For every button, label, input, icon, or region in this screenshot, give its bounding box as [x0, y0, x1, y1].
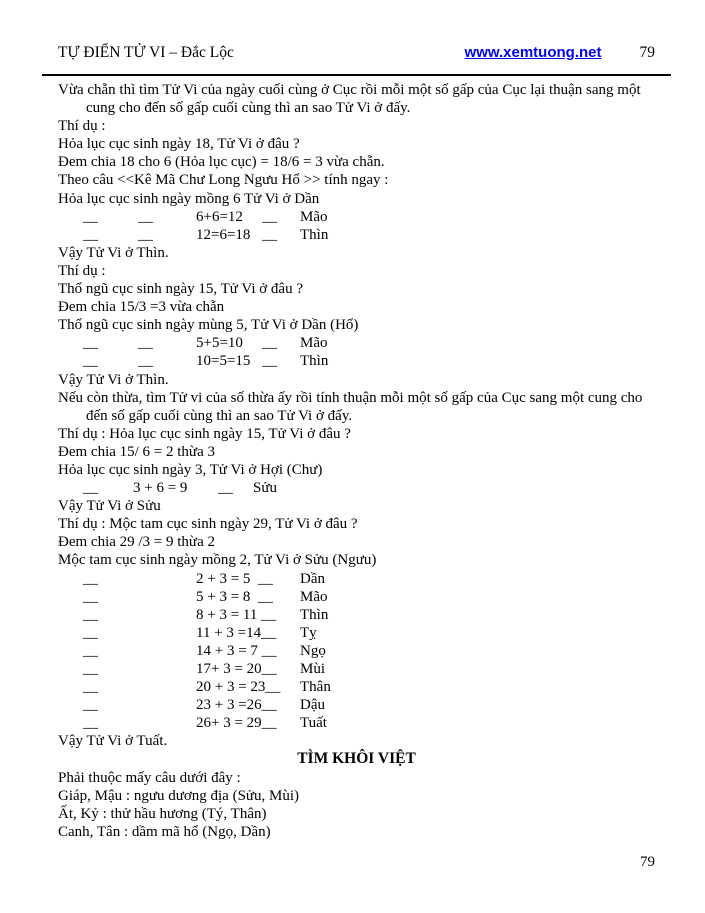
blank-dash: __ [83, 642, 98, 659]
calc-formula: 12=6=18 [196, 226, 251, 243]
page-header [58, 44, 655, 62]
blank-dash: __ [262, 353, 277, 370]
calc-row [58, 714, 655, 732]
zodiac-label: Thìn [300, 353, 329, 370]
zodiac-label: Dậu [300, 697, 325, 714]
paragraph-line: đến số gấp cuối cùng thì an sao Tử Vi ở đấy. [86, 407, 353, 424]
document-body [58, 81, 655, 841]
calc-row [58, 588, 655, 606]
calc-row [58, 606, 655, 624]
blank-dash: __ [83, 480, 98, 497]
calc-formula: 17+ 3 = 20__ [196, 661, 277, 677]
calc-formula: 5+5=10 [196, 335, 243, 352]
blank-dash: __ [262, 208, 277, 225]
paragraph-line: Đem chia 15/ 6 = 2 thừa 3 [58, 443, 215, 460]
paragraph-line: Mộc tam cục sinh ngày mồng 2, Tử Vi ở Sửu (Ngưu) [58, 552, 377, 569]
calc-formula: 6+6=12 [196, 208, 243, 225]
blank-dash: __ [138, 335, 153, 352]
document-title: TỰ ĐIỂN TỬ VI – Đắc Lộc [58, 44, 234, 61]
paragraph-line: Vậy Tử Vi ở Tuất. [58, 733, 168, 750]
paragraph-line: Vậy Tử Vi ở Sửu [58, 498, 161, 515]
blank-dash: __ [83, 661, 98, 677]
blank-dash: __ [83, 226, 98, 243]
calc-formula: 23 + 3 =26__ [196, 697, 277, 714]
calc-row [58, 226, 655, 244]
blank-dash: __ [83, 697, 98, 714]
blank-dash: __ [83, 570, 98, 587]
zodiac-label: Sửu [253, 480, 277, 497]
paragraph-line: Vừa chẵn thì tìm Tử Vi của ngày cuối cùng ở Cục rồi mỗi một số gấp của Cục lại thuận sang một [58, 82, 641, 98]
zodiac-label: Thìn [300, 606, 329, 623]
paragraph-line: Nếu còn thừa, tìm Tử vi của số thừa ấy rồi tính thuận mỗi một số gấp của Cục sang một cung cho [58, 389, 643, 406]
calc-formula: 11 + 3 =14__ [196, 624, 277, 641]
paragraph-line: Đem chia 15/3 =3 vừa chẵn [58, 299, 225, 316]
blank-dash: __ [83, 588, 98, 605]
zodiac-label: Tuất [300, 715, 327, 732]
blank-dash: __ [83, 335, 98, 352]
calc-row [58, 624, 655, 642]
calc-row [58, 570, 655, 588]
zodiac-label: Mùi [300, 661, 326, 677]
footer-page-number: 79 [640, 854, 655, 870]
blank-dash: __ [138, 208, 153, 225]
paragraph-line: Thí dụ : [58, 262, 106, 279]
blank-dash: __ [138, 226, 153, 243]
calc-row [58, 696, 655, 714]
paragraph-line: Vậy Tử Vi ở Thìn. [58, 244, 169, 261]
calc-formula: 8 + 3 = 11 __ [196, 606, 277, 623]
blank-dash: __ [83, 208, 98, 225]
blank-dash: __ [218, 480, 233, 497]
paragraph-line: Vậy Tử Vi ở Thìn. [58, 371, 169, 388]
paragraph-line: Canh, Tân : dầm mã hổ (Ngọ, Dần) [58, 823, 271, 840]
paragraph-line: cung cho đến số gấp cuối cùng thì an sao Tử Vi ở đấy. [86, 100, 411, 117]
calc-row [58, 479, 655, 497]
calc-row [58, 334, 655, 352]
paragraph-line: Đem chia 29 /3 = 9 thừa 2 [58, 534, 215, 551]
paragraph-line: Giáp, Mậu : ngưu dương địa (Sửu, Mùi) [58, 787, 300, 804]
zodiac-label: Dần [300, 570, 325, 587]
zodiac-label: Thìn [300, 226, 329, 243]
calc-formula: 10=5=15 [196, 353, 251, 370]
blank-dash: __ [262, 226, 277, 243]
zodiac-label: Mão [300, 588, 328, 605]
blank-dash: __ [83, 606, 98, 623]
blank-dash: __ [83, 624, 98, 641]
header-divider [42, 74, 671, 76]
zodiac-label: Thân [300, 679, 331, 696]
paragraph-line: Đem chia 18 cho 6 (Hỏa lục cục) = 18/6 = 3 vừa chẵn. [58, 154, 385, 171]
paragraph-line: Thổ ngũ cục sinh ngày 15, Tử Vi ở đâu ? [58, 281, 303, 298]
paragraph-line: Hỏa lục cục sinh ngày 3, Tử Vi ở Hợi (Chư) [58, 461, 323, 478]
section-heading: TÌM KHÔI VIỆT [297, 750, 416, 768]
paragraph-line: Thí dụ : Hỏa lục cục sinh ngày 15, Tử Vi ở đâu ? [58, 425, 351, 442]
header-page-number: 79 [639, 44, 655, 61]
calc-formula: 20 + 3 = 23__ [196, 679, 281, 696]
paragraph-line: Thổ ngũ cục sinh ngày mùng 5, Tử Vi ở Dần (Hổ) [58, 317, 359, 334]
zodiac-label: Mão [300, 208, 328, 225]
paragraph-line: Phải thuộc mấy câu dưới đây : [58, 769, 241, 786]
zodiac-label: Mão [300, 335, 328, 352]
paragraph-line: Thí dụ : [58, 118, 106, 135]
blank-dash: __ [83, 353, 98, 370]
calc-row [58, 352, 655, 370]
blank-dash: __ [138, 353, 153, 370]
zodiac-label: Ngọ [300, 642, 326, 659]
paragraph-line: Theo câu <<Kê Mã Chư Long Ngưu Hổ >> tính ngay : [58, 172, 389, 189]
calc-formula: 2 + 3 = 5 __ [196, 570, 273, 587]
paragraph-line: Ất, Kỷ : thử hầu hương (Tý, Thân) [58, 805, 267, 822]
blank-dash: __ [83, 715, 98, 732]
calc-row [58, 642, 655, 660]
calc-formula: 14 + 3 = 7 __ [196, 642, 277, 659]
blank-dash: __ [83, 679, 98, 696]
paragraph-line: Hỏa lục cục sinh ngày 18, Tử Vi ở đâu ? [58, 136, 300, 153]
calc-row [58, 678, 655, 696]
zodiac-label: Tỵ [300, 624, 317, 641]
calc-formula: 26+ 3 = 29__ [196, 715, 277, 732]
calc-row [58, 208, 655, 226]
calc-formula: 5 + 3 = 8 __ [196, 588, 273, 605]
blank-dash: __ [262, 335, 277, 352]
paragraph-line: Hỏa lục cục sinh ngày mồng 6 Tử Vi ở Dần [58, 190, 320, 207]
calc-formula: 3 + 6 = 9 [133, 480, 188, 497]
website-link[interactable]: www.xemtuong.net [464, 44, 602, 61]
paragraph-line: Thí dụ : Mộc tam cục sinh ngày 29, Tử Vi ở đâu ? [58, 516, 358, 533]
calc-row [58, 660, 655, 678]
